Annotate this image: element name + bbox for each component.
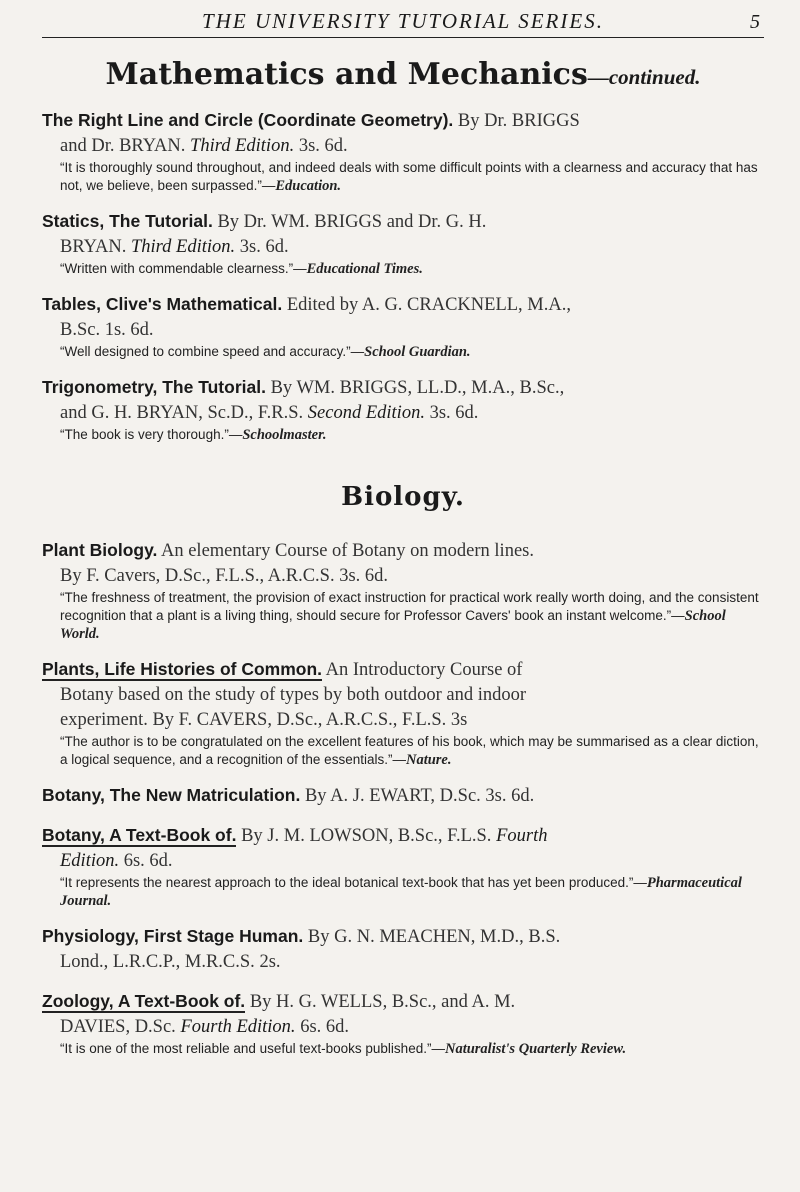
- review-text: “The freshness of treatment, the provision of exact instruction for practical work really worth doing, and the consistent recognition that a plant is a living thing, should secure for Professor Cavers' book an instant welcome.”—: [60, 590, 759, 623]
- entry-heading: [42, 989, 764, 1015]
- entry-heading: [42, 375, 764, 401]
- entry-author-cont: B.Sc.: [60, 320, 101, 340]
- entry-review: [42, 874, 764, 910]
- entry-subject: Zoology, A Text-Book of.: [42, 991, 246, 1011]
- entry-heading: [42, 108, 764, 134]
- review-text: “It is thoroughly sound throughout, and indeed deals with some difficult points with a clearness and accuracy that has not, we believe, been surpassed.”—: [60, 160, 758, 193]
- entry-author: By H. G. WELLS, B.Sc., and A. M.: [249, 992, 516, 1012]
- book-entry: [42, 375, 764, 444]
- entry-author: By Dr. WM. BRIGGS and Dr. G. H.: [217, 212, 487, 232]
- entry-heading-cont: [42, 708, 764, 733]
- book-entry: [42, 292, 764, 361]
- review-source: Educational Times.: [306, 261, 423, 277]
- entry-review: [42, 426, 764, 444]
- entry-author-cont: and G. H. BRYAN, Sc.D., F.R.S.: [60, 403, 304, 423]
- review-source: Education.: [275, 178, 342, 194]
- entry-subject: Physiology, First Stage Human.: [42, 926, 304, 946]
- entry-heading-cont: [42, 235, 764, 260]
- entry-heading-cont: [42, 318, 764, 343]
- entry-author-cont: Lond., L.R.C.P., M.R.C.S.: [60, 952, 255, 972]
- section-heading-main: Mathematics and Mechanics: [105, 57, 588, 92]
- book-entry: [42, 209, 764, 278]
- entry-heading-cont: [42, 1015, 764, 1040]
- entry-heading-cont: [42, 401, 764, 426]
- entry-subject: Botany, The New Matriculation.: [42, 785, 301, 805]
- entry-heading: [42, 538, 764, 564]
- entry-review: [42, 589, 764, 643]
- book-entry: [42, 924, 764, 975]
- review-text: “The author is to be congratulated on the excellent features of his book, which may be summarised as a clear diction, a logical sequence, and a recognition of the essentials.”—: [60, 734, 759, 767]
- entry-review: [42, 343, 764, 361]
- entry-heading: [42, 209, 764, 235]
- entry-subject: Tables, Clive's Mathematical.: [42, 294, 283, 314]
- review-source: Pharmaceutical Journal.: [60, 875, 742, 909]
- entry-subject: Trigonometry, The Tutorial.: [42, 377, 266, 397]
- entry-author: By WM. BRIGGS, LL.D., M.A., B.Sc.,: [270, 378, 565, 398]
- entry-heading: [42, 657, 764, 683]
- entry-author: By G. N. MEACHEN, M.D., B.S.: [307, 927, 561, 947]
- entry-edition: Second Edition.: [307, 403, 425, 423]
- entry-review: [42, 1040, 764, 1058]
- entry-edition-cont: Edition.: [60, 851, 120, 871]
- entry-author: By A. J. EWART, D.Sc. 3s. 6d.: [304, 786, 535, 806]
- entry-edition: Third Edition.: [190, 136, 295, 156]
- entry-author-cont: BRYAN.: [60, 237, 127, 257]
- entry-subject: Botany, A Text-Book of.: [42, 825, 237, 845]
- review-text: “Written with commendable clearness.”—: [60, 261, 307, 276]
- section-heading: [42, 57, 764, 92]
- entry-author: By J. M. LOWSON, B.Sc., F.L.S.: [241, 826, 492, 846]
- entry-price: 3s. 6d.: [298, 136, 348, 156]
- book-entry: [42, 538, 764, 643]
- entry-edition: Fourth: [496, 826, 548, 846]
- book-entry: [42, 657, 764, 769]
- review-text: “The book is very thorough.”—: [60, 427, 243, 442]
- review-source: Schoolmaster.: [242, 427, 327, 443]
- entry-review: [42, 159, 764, 195]
- entry-subject: Statics, The Tutorial.: [42, 211, 213, 231]
- entry-heading-cont: [42, 564, 764, 589]
- entry-description: An Introductory Course of: [325, 660, 523, 680]
- review-text: “It is one of the most reliable and useful text-books published.”—: [60, 1041, 445, 1056]
- entry-author: By F. Cavers, D.Sc., F.L.S., A.R.C.S.: [60, 566, 335, 586]
- entry-heading: [42, 823, 764, 849]
- entry-author: By Dr. BRIGGS: [457, 111, 580, 131]
- book-entry: [42, 823, 764, 910]
- section-heading-continued: —continued.: [587, 65, 701, 89]
- entry-heading: [42, 924, 764, 950]
- entry-author-cont: DAVIES, D.Sc.: [60, 1017, 176, 1037]
- entry-price: 6s. 6d.: [123, 851, 173, 871]
- review-source: Naturalist's Quarterly Review.: [444, 1041, 627, 1057]
- entry-edition: Fourth Edition.: [180, 1017, 296, 1037]
- book-entry: [42, 108, 764, 195]
- entry-subject: The Right Line and Circle (Coordinate Geometry).: [42, 110, 454, 130]
- entry-heading-cont: [42, 134, 764, 159]
- entry-subject: Plant Biology.: [42, 540, 158, 560]
- entry-heading-cont: [42, 849, 764, 874]
- entry-heading: [42, 292, 764, 318]
- entry-description: An elementary Course of Botany on modern lines.: [160, 541, 534, 561]
- running-head-title: THE UNIVERSITY TUTORIAL SERIES.: [202, 9, 604, 33]
- review-text: “Well designed to combine speed and accuracy.”—: [60, 344, 365, 359]
- entry-edition: Third Edition.: [130, 237, 236, 257]
- review-source: School Guardian.: [364, 344, 471, 360]
- entry-price: 3s. 6d.: [339, 566, 389, 586]
- entry-author: experiment. By F. CAVERS, D.Sc., A.R.C.S., F.L.S. 3s: [60, 710, 468, 730]
- entry-review: [42, 733, 764, 769]
- entry-author-cont: and Dr. BRYAN.: [60, 136, 186, 156]
- page-number: 5: [750, 11, 760, 33]
- entry-price: 2s.: [259, 952, 281, 972]
- entry-heading-cont: [42, 683, 764, 708]
- entry-price: 6s. 6d.: [300, 1017, 350, 1037]
- book-entry: [42, 783, 764, 809]
- running-head: [42, 0, 764, 38]
- entry-subject: Plants, Life Histories of Common.: [42, 659, 323, 679]
- entry-author: Edited by A. G. CRACKNELL, M.A.,: [286, 295, 571, 315]
- book-entry: [42, 989, 764, 1058]
- biology-heading: Biology.: [341, 482, 465, 512]
- entry-description-cont: Botany based on the study of types by both outdoor and indoor: [60, 685, 527, 705]
- entry-price: 1s. 6d.: [104, 320, 154, 340]
- entry-price: 3s. 6d.: [429, 403, 479, 423]
- entry-heading: [42, 783, 764, 809]
- review-source: School World.: [60, 608, 726, 642]
- entry-review: [42, 260, 764, 278]
- entry-heading-cont: [42, 950, 764, 975]
- review-text: “It represents the nearest approach to the ideal botanical text-book that has yet been produced.”—: [60, 875, 647, 890]
- entry-price: 3s. 6d.: [239, 237, 289, 257]
- review-source: Nature.: [405, 752, 452, 768]
